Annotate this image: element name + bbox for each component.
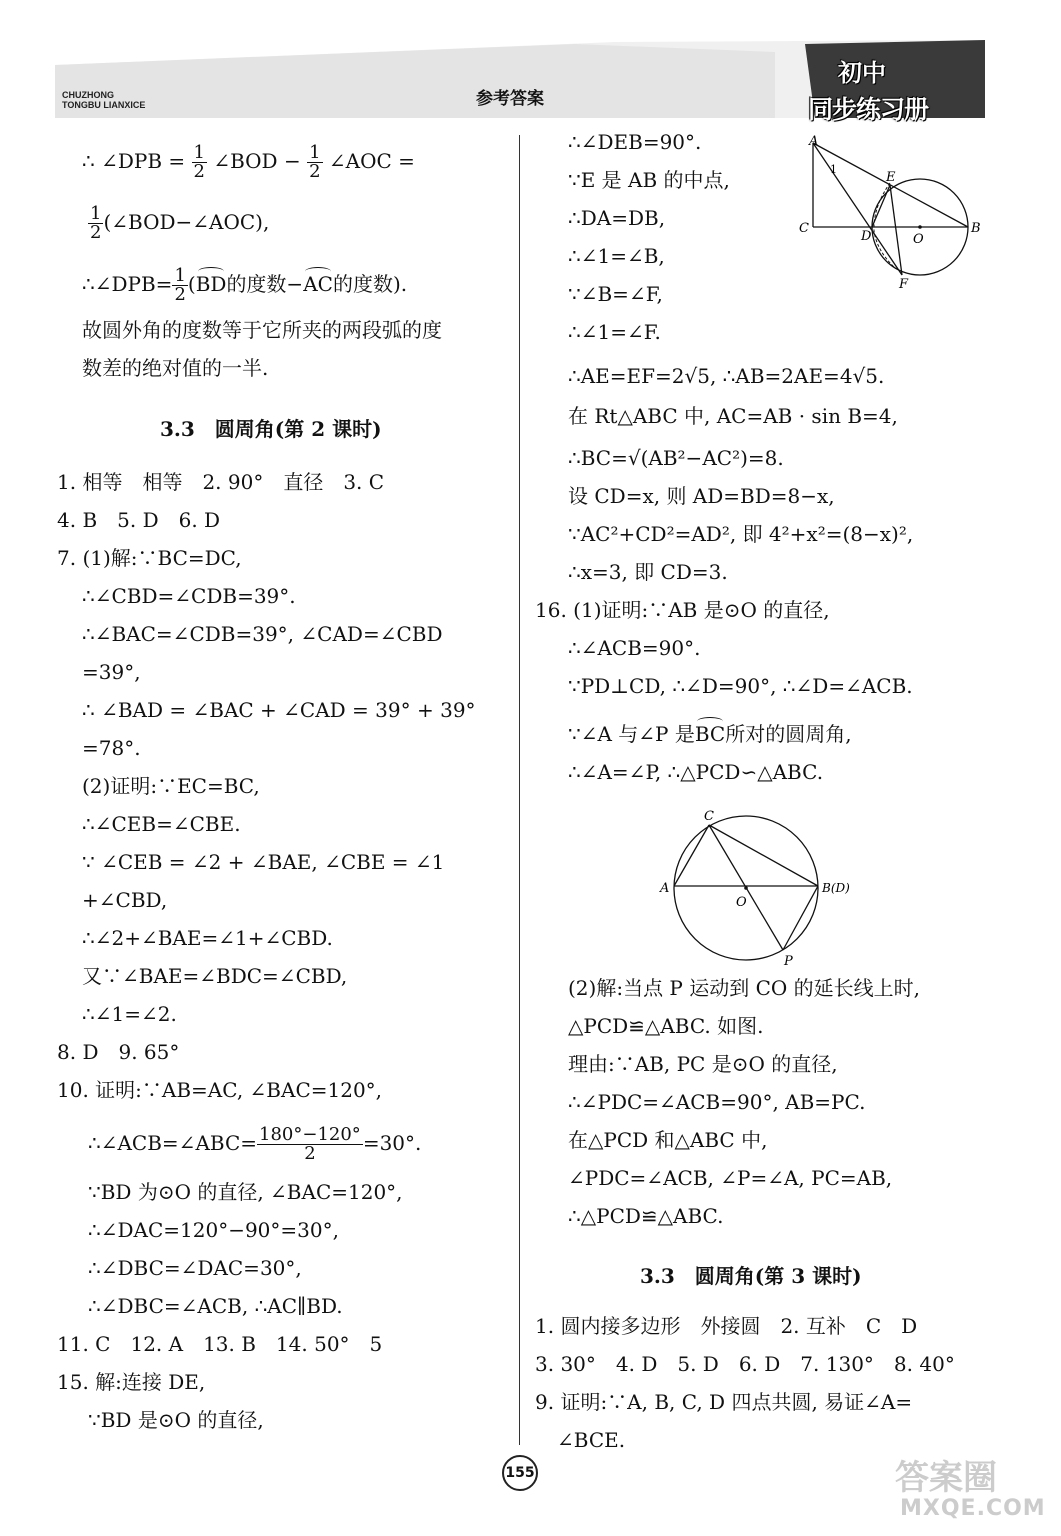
page-number: 155: [502, 1455, 538, 1491]
answer-line: ∵∠B=∠F,: [568, 282, 663, 306]
answer-line: ∴∠DBC=∠DAC=30°,: [88, 1256, 302, 1280]
answer-line: ∴AE=EF=2√5, ∴AB=2AE=4√5.: [568, 364, 885, 388]
geometry-figure-2: [652, 800, 872, 980]
answer-line: ∴∠2+∠BAE=∠1+∠CBD.: [82, 926, 333, 950]
answer-line: (2)证明:∵EC=BC,: [82, 774, 260, 798]
label-E: E: [886, 170, 896, 185]
answer-line: ∴∠ACB=90°.: [568, 636, 701, 660]
answer-line: ∴BC=√(AB²−AC²)=8.: [568, 446, 784, 470]
answer-line-fraction: ∴∠ACB=∠ABC= $\frac{180^\circ-120^\circ}{2}$ =30°.: [88, 1124, 422, 1164]
answer-line: 1. 相等 相等 2. 90° 直径 3. C: [57, 470, 385, 494]
left-line-3: ∴∠DPB= $\frac{1}{2}$ (BD的度数−AC的度数).: [82, 265, 408, 305]
label-O: O: [913, 232, 924, 247]
label-A: A: [660, 881, 670, 896]
label-F: F: [899, 277, 909, 291]
page-title: 参考答案: [476, 89, 544, 109]
label-O: O: [736, 895, 747, 910]
label-1: 1: [830, 163, 837, 176]
answer-line: 16. (1)证明:∵AB 是⊙O 的直径,: [535, 598, 830, 622]
answer-line: =78°.: [82, 736, 141, 760]
answer-line: ∴△PCD≌△ABC.: [568, 1204, 724, 1228]
section-heading-3: 3.3 圆周角(第 3 课时): [640, 1264, 862, 1288]
left-line-2: $\frac{1}{2}$ (∠BOD−∠AOC),: [90, 203, 270, 243]
answer-line: =39°,: [82, 660, 141, 684]
label-D: D: [861, 229, 872, 244]
answer-line: ∵BD 为⊙O 的直径, ∠BAC=120°,: [88, 1180, 403, 1204]
brand-text: [62, 90, 145, 110]
answer-line: 3. 30° 4. D 5. D 6. D 7. 130° 8. 40°: [535, 1352, 955, 1376]
label-B: B: [971, 221, 981, 236]
answer-line: ∴∠DBC=∠ACB, ∴AC∥BD.: [88, 1294, 343, 1318]
label-A: A: [809, 134, 819, 149]
answer-line: 4. B 5. D 6. D: [57, 508, 221, 532]
answer-line: 7. (1)解:∵BC=DC,: [57, 546, 242, 570]
answer-line: ∴ ∠BAD = ∠BAC + ∠CAD = 39° + 39°: [82, 698, 476, 722]
answer-line: ∴∠CBD=∠CDB=39°.: [82, 584, 296, 608]
answer-line: 在△PCD 和△ABC 中,: [568, 1128, 768, 1152]
answer-line: ∴∠1=∠2.: [82, 1002, 177, 1026]
answer-line: ∴∠CEB=∠CBE.: [82, 812, 241, 836]
answer-line: ∴∠PDC=∠ACB=90°, AB=PC.: [568, 1090, 866, 1114]
answer-line: ∴∠1=∠F.: [568, 320, 661, 344]
watermark-url: MXQE.COM: [900, 1496, 1046, 1521]
answer-line: +∠CBD,: [82, 888, 168, 912]
label-C: C: [704, 809, 714, 824]
answer-line: 在 Rt△ABC 中, AC=AB · sin B=4,: [568, 404, 898, 428]
answer-line: ∴∠DAC=120°−90°=30°,: [88, 1218, 339, 1242]
answer-line: ∴∠1=∠B,: [568, 244, 665, 268]
left-line-5: 数差的绝对值的一半.: [82, 356, 269, 380]
label-P: P: [784, 954, 793, 969]
answer-line: (2)解:当点 P 运动到 CO 的延长线上时,: [568, 976, 921, 1000]
logo-bottom: 同步练习册: [808, 95, 929, 124]
answer-line: 又∵∠BAE=∠BDC=∠CBD,: [82, 964, 348, 988]
logo-top: 初中: [838, 59, 886, 87]
answer-line: ∴∠DEB=90°.: [568, 130, 702, 154]
answer-line: 理由:∵AB, PC 是⊙O 的直径,: [568, 1052, 838, 1076]
answer-line: 设 CD=x, 则 AD=BD=8−x,: [568, 484, 835, 508]
answer-line: ∴x=3, 即 CD=3.: [568, 560, 728, 584]
left-line-4: 故圆外角的度数等于它所夹的两段弧的度: [82, 318, 442, 342]
answer-line: 1. 圆内接多边形 外接圆 2. 互补 C D: [535, 1314, 918, 1338]
brand-line-1: CHUZHONG: [62, 90, 114, 100]
answer-line: ∵PD⊥CD, ∴∠D=90°, ∴∠D=∠ACB.: [568, 674, 913, 698]
answer-line: ∵E 是 AB 的中点,: [568, 168, 730, 192]
answer-line: 8. D 9. 65°: [57, 1040, 180, 1064]
answer-line: 15. 解:连接 DE,: [57, 1370, 206, 1394]
answer-line: 10. 证明:∵AB=AC, ∠BAC=120°,: [57, 1078, 383, 1102]
answer-line: 11. C 12. A 13. B 14. 50° 5: [57, 1332, 383, 1356]
label-B-D: B(D): [822, 881, 850, 895]
section-heading-2: 3.3 圆周角(第 2 课时): [160, 417, 382, 441]
answer-line: ∵ ∠CEB = ∠2 + ∠BAE, ∠CBE = ∠1: [82, 850, 445, 874]
answer-line: ∠BCE.: [557, 1428, 626, 1452]
column-divider: [519, 135, 520, 1445]
answer-line: 9. 证明:∵A, B, C, D 四点共圆, 易证∠A=: [535, 1390, 913, 1414]
answer-line: ∠PDC=∠ACB, ∠P=∠A, PC=AB,: [568, 1166, 893, 1190]
left-line-1: ∴ ∠DPB = $\frac{1}{2}$ ∠BOD − $\frac{1}{2}$ ∠AOC =: [82, 142, 415, 182]
answer-line: △PCD≌△ABC. 如图.: [568, 1014, 764, 1038]
watermark-logo: 答案圈: [895, 1458, 997, 1498]
answer-line-arc: ∵∠A 与∠P 是BC所对的圆周角,: [568, 722, 852, 746]
answer-line: ∵AC²+CD²=AD², 即 4²+x²=(8−x)²,: [568, 522, 914, 546]
answer-line: ∵BD 是⊙O 的直径,: [88, 1408, 264, 1432]
geometry-figure-1: [795, 133, 985, 291]
brand-line-2: TONGBU LIANXICE: [62, 100, 146, 110]
label-C: C: [799, 221, 809, 236]
answer-line: ∴DA=DB,: [568, 206, 666, 230]
answer-line: ∴∠A=∠P, ∴△PCD∽△ABC.: [568, 760, 824, 784]
answer-line: ∴∠BAC=∠CDB=39°, ∠CAD=∠CBD: [82, 622, 443, 646]
